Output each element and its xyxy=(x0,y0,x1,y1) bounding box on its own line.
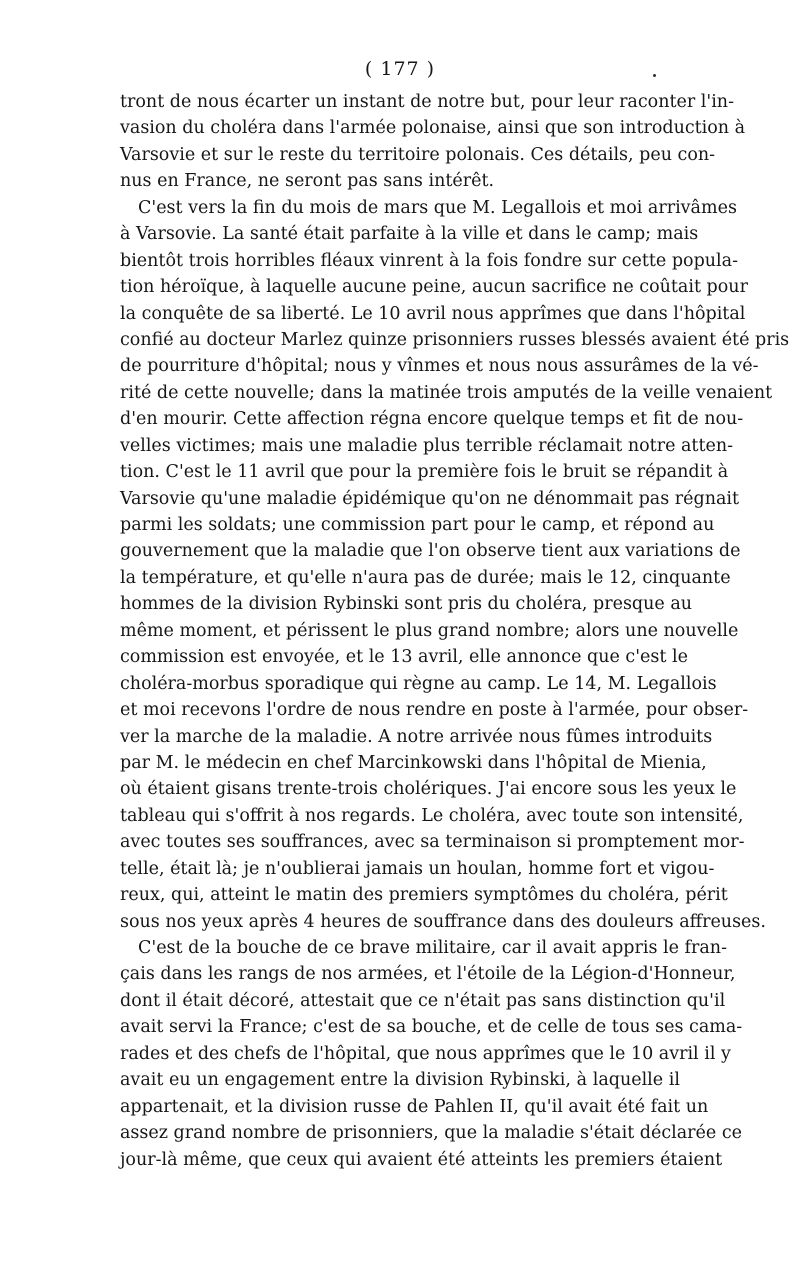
body-text xyxy=(120,89,790,1173)
text-line: hommes de la division Rybinski sont pris du choléra, presque au xyxy=(120,594,693,615)
text-line: çais dans les rangs de nos armées, et l'étoile de la Légion-d'Honneur, xyxy=(120,964,736,985)
text-line: avait servi la France; c'est de sa bouche, et de celle de tous ses cama- xyxy=(120,1017,743,1038)
text-line: d'en mourir. Cette affection régna encore quelque temps et fit de nou- xyxy=(120,409,744,430)
text-line: sous nos yeux après 4 heures de souffrance dans des douleurs affreuses. xyxy=(120,911,766,932)
text-line: velles victimes; mais une maladie plus terrible réclamait notre atten- xyxy=(120,435,734,456)
text-line: confié au docteur Marlez quinze prisonniers russes blessés avaient été pris xyxy=(120,329,790,350)
text-line: choléra-morbus sporadique qui règne au camp. Le 14, M. Legallois xyxy=(120,673,717,694)
text-line: Varsovie qu'une maladie épidémique qu'on ne dénommait pas régnait xyxy=(120,488,740,509)
text-line: tront de nous écarter un instant de notre but, pour leur raconter l'in- xyxy=(120,92,734,112)
text-line: telle, était là; je n'oublierai jamais un houlan, homme fort et vigou- xyxy=(120,858,715,879)
text-line: C'est vers la fin du mois de mars que M. Legallois et moi arrivâmes xyxy=(138,197,737,218)
text-line: C'est de la bouche de ce brave militaire, car il avait appris le fran- xyxy=(138,938,727,958)
text-line: jour-là même, que ceux qui avaient été atteints les premiers étaient xyxy=(120,1149,723,1170)
text-line: rité de cette nouvelle; dans la matinée trois amputés de la veille venaient xyxy=(120,382,773,403)
text-line: gouvernement que la maladie que l'on observe tient aux variations de xyxy=(120,541,741,562)
text-line: Varsovie et sur le reste du territoire polonais. Ces détails, peu con- xyxy=(120,144,716,165)
text-line: tion héroïque, à laquelle aucune peine, aucun sacrifice ne coûtait pour xyxy=(120,277,748,298)
text-line: appartenait, et la division russe de Pahlen II, qu'il avait été fait un xyxy=(120,1096,709,1117)
text-line: la conquête de sa liberté. Le 10 avril nous apprîmes que dans l'hôpital xyxy=(120,303,746,324)
page-number: ( 177 ) xyxy=(364,58,436,80)
text-line: bientôt trois horribles fléaux vinrent à la fois fondre sur cette popula- xyxy=(120,250,738,271)
text-line: même moment, et périssent le plus grand nombre; alors une nouvelle xyxy=(120,620,739,641)
text-line: de pourriture d'hôpital; nous y vînmes et nous nous assurâmes de la vé- xyxy=(120,356,759,377)
text-line: commission est envoyée, et le 13 avril, elle annonce que c'est le xyxy=(120,647,688,668)
text-line: tableau qui s'offrit à nos regards. Le choléra, avec toute son intensité, xyxy=(120,805,744,826)
text-line: reux, qui, atteint le matin des premiers symptômes du choléra, périt xyxy=(120,885,728,906)
text-line: vasion du choléra dans l'armée polonaise, ainsi que son introduction à xyxy=(120,118,746,139)
text-line: la température, et qu'elle n'aura pas de durée; mais le 12, cinquante xyxy=(120,567,731,588)
text-line: et moi recevons l'ordre de nous rendre en poste à l'armée, pour obser- xyxy=(120,700,749,721)
text-line: parmi les soldats; une commission part pour le camp, et répond au xyxy=(120,515,715,535)
text-line: rades et des chefs de l'hôpital, que nous apprîmes que le 10 avril il y xyxy=(120,1043,731,1064)
text-line: avec toutes ses souffrances, avec sa terminaison si promptement mor- xyxy=(120,832,745,853)
text-line: où étaient gisans trente-trois cholériques. J'ai encore sous les yeux le xyxy=(120,779,737,800)
text-line: ver la marche de la maladie. A notre arrivée nous fûmes introduits xyxy=(120,726,713,747)
text-line: avait eu un engagement entre la division Rybinski, à laquelle il xyxy=(120,1070,680,1091)
text-line: dont il était décoré, attestait que ce n'était pas sans distinction qu'il xyxy=(120,990,726,1011)
text-line: par M. le médecin en chef Marcinkowski dans l'hôpital de Mienia, xyxy=(120,752,707,773)
text-line: nus en France, ne seront pas sans intérêt. xyxy=(120,171,495,192)
text-line: assez grand nombre de prisonniers, que la maladie s'était déclarée ce xyxy=(120,1123,742,1144)
text-line: à Varsovie. La santé était parfaite à la ville et dans le camp; mais xyxy=(120,224,699,245)
text-line: tion. C'est le 11 avril que pour la première fois le bruit se répandit à xyxy=(120,462,729,483)
